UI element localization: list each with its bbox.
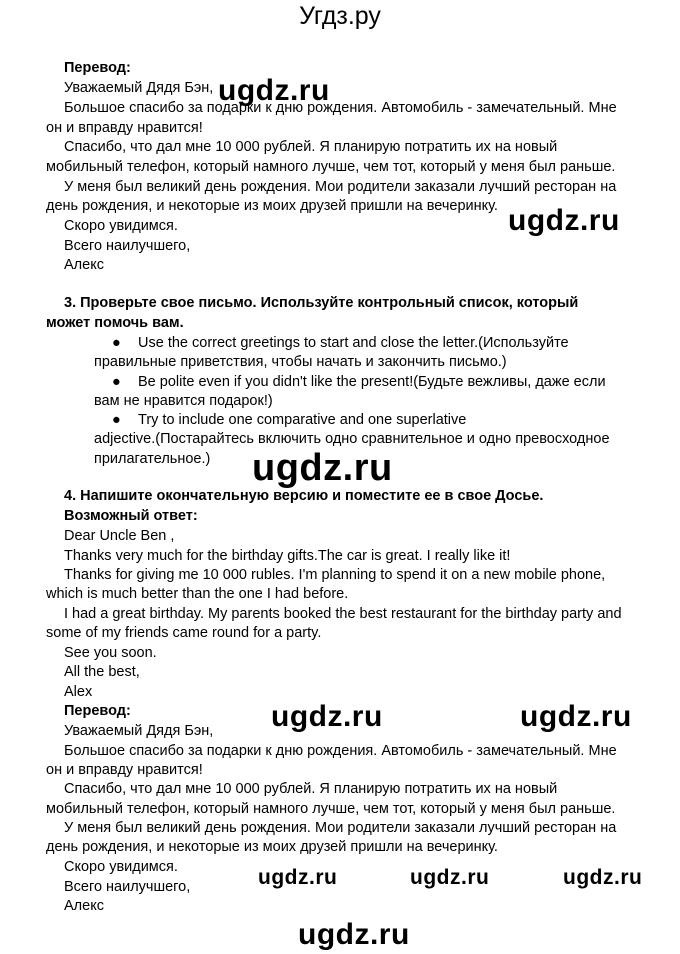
checklist-item-cont: правильные приветствия, чтобы начать и закончить письмо.) [94, 354, 507, 370]
text-line: Всего наилучшего, [64, 238, 191, 254]
watermark: ugdz.ru [252, 447, 393, 489]
site-title: Угдз.ру [299, 2, 381, 30]
task3-heading: может помочь вам. [46, 315, 184, 331]
text-line: Уважаемый Дядя Бэн, [64, 723, 214, 739]
watermark: ugdz.ru [520, 700, 632, 733]
letter-line: See you soon. [64, 645, 157, 661]
task4-heading: 4. Напишите окончательную версию и поместите ее в свое Досье. [64, 488, 544, 504]
text-line: Алекс [64, 257, 104, 273]
text-line: он и вправду нравится! [46, 120, 203, 136]
translation-heading: Перевод: [64, 60, 131, 76]
letter-line: Alex [64, 684, 93, 700]
checklist-item: ● Use the correct greetings to start and close the letter.(Используйте [112, 335, 569, 351]
text-line: Скоро увидимся. [64, 218, 178, 234]
text-line: У меня был великий день рождения. Мои родители заказали лучший ресторан на [64, 820, 617, 836]
checklist-item: ● Try to include one comparative and one superlative [112, 412, 467, 428]
letter-line: which is much better than the one I had before. [46, 586, 349, 602]
letter-line: Dear Uncle Ben , [64, 528, 175, 544]
watermark: ugdz.ru [218, 74, 330, 107]
text-line: Алекс [64, 898, 104, 914]
text-line: день рождения, и некоторые из моих друзей пришли на вечеринку. [46, 839, 498, 855]
watermark: ugdz.ru [271, 700, 383, 733]
watermark: ugdz.ru [258, 866, 338, 889]
text-line: Скоро увидимся. [64, 859, 178, 875]
task3-heading: 3. Проверьте свое письмо. Используйте контрольный список, который [64, 295, 579, 311]
text-line: Уважаемый Дядя Бэн, [64, 80, 214, 96]
text-line: Спасибо, что дал мне 10 000 рублей. Я планирую потратить их на новый [64, 781, 558, 797]
watermark: ugdz.ru [563, 866, 643, 889]
checklist-item-cont: прилагательное.) [94, 451, 211, 467]
bullet-icon: ● [112, 335, 121, 351]
watermark: ugdz.ru [508, 204, 620, 237]
bullet-icon: ● [112, 374, 121, 390]
text-line: мобильный телефон, который намного лучше, чем тот, который у меня был раньше. [46, 801, 616, 817]
text-line: Спасибо, что дал мне 10 000 рублей. Я планирую потратить их на новый [64, 139, 558, 155]
translation-heading: Перевод: [64, 703, 131, 719]
letter-line: I had a great birthday. My parents booked the best restaurant for the birthday party and [64, 606, 622, 622]
letter-line: Thanks for giving me 10 000 rubles. I'm planning to spend it on a new mobile phone, [64, 567, 606, 583]
text-line: он и вправду нравится! [46, 762, 203, 778]
checklist-item-cont: adjective.(Постарайтесь включить одно сравнительное и одно превосходное [94, 431, 610, 447]
letter-line: All the best, [64, 664, 140, 680]
letter-line: Thanks very much for the birthday gifts.The car is great. I really like it! [64, 548, 511, 564]
watermark: ugdz.ru [410, 866, 490, 889]
checklist-item: ● Be polite even if you didn't like the present!(Будьте вежливы, даже если [112, 374, 606, 390]
text-line: Большое спасибо за подарки к дню рождения. Автомобиль - замечательный. Мне [64, 100, 617, 116]
text-line: день рождения, и некоторые из моих друзей пришли на вечеринку. [46, 198, 498, 214]
checklist-item-cont: вам не нравится подарок!) [94, 393, 273, 409]
watermark: ugdz.ru [298, 918, 410, 951]
text-line: Всего наилучшего, [64, 879, 191, 895]
text-line: У меня был великий день рождения. Мои родители заказали лучший ресторан на [64, 179, 617, 195]
text-line: мобильный телефон, который намного лучше, чем тот, который у меня был раньше. [46, 159, 616, 175]
answer-label: Возможный ответ: [64, 508, 198, 524]
text-line: Большое спасибо за подарки к дню рождения. Автомобиль - замечательный. Мне [64, 743, 617, 759]
bullet-icon: ● [112, 412, 121, 428]
letter-line: some of my friends came round for a party. [46, 625, 322, 641]
